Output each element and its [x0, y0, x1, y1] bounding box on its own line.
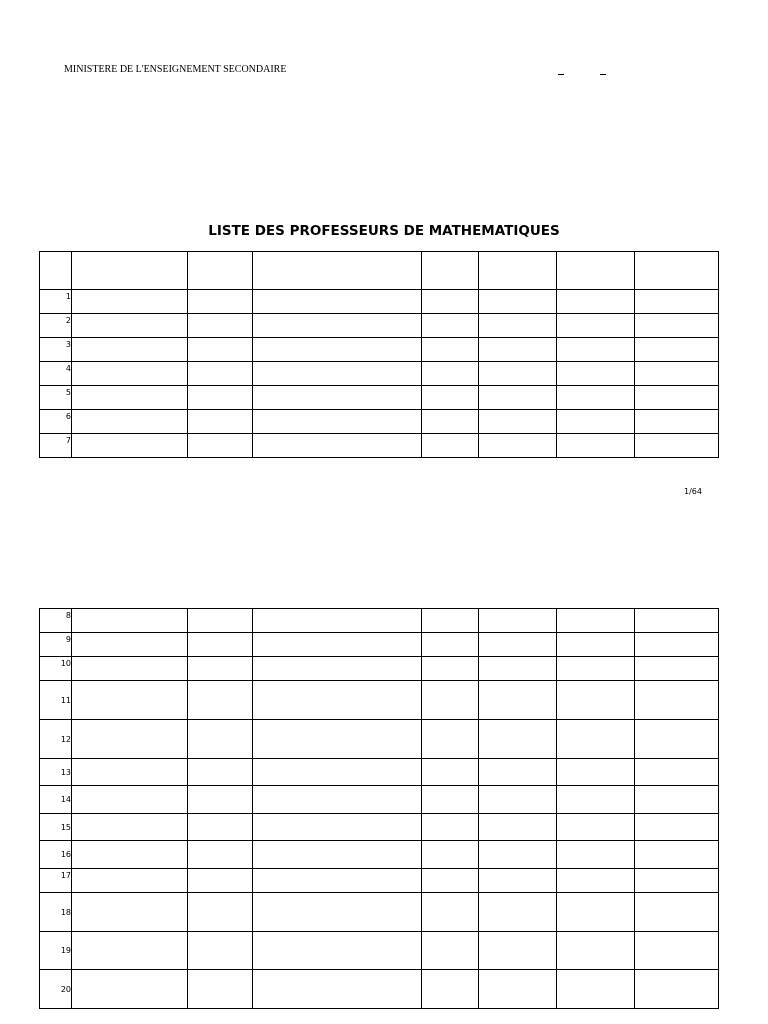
- table-cell: [635, 657, 719, 681]
- page-title: LISTE DES PROFESSEURS DE MATHEMATIQUES: [208, 223, 560, 239]
- table-cell: [253, 410, 422, 434]
- table-cell: [479, 970, 557, 1009]
- table-cell: [422, 434, 479, 458]
- row-number: 18: [40, 893, 72, 932]
- table-cell: [635, 290, 719, 314]
- table-cell: [635, 869, 719, 893]
- table-cell: [479, 681, 557, 720]
- table-cell: [479, 633, 557, 657]
- table-row: [40, 814, 719, 841]
- table-cell: [557, 932, 635, 970]
- table-cell: [188, 633, 253, 657]
- table-cell: [479, 932, 557, 970]
- table-cell: [422, 657, 479, 681]
- table-cell: [557, 386, 635, 410]
- table-cell: [188, 932, 253, 970]
- table-cell: [188, 386, 253, 410]
- table-row: [40, 410, 719, 434]
- table-cell: [422, 633, 479, 657]
- table-cell: [635, 814, 719, 841]
- table-row: [40, 786, 719, 814]
- table-cell: [635, 410, 719, 434]
- row-number: 11: [40, 681, 72, 720]
- table-cell: [72, 314, 188, 338]
- table-cell: [557, 786, 635, 814]
- table-cell: [479, 386, 557, 410]
- table-cell: [422, 759, 479, 786]
- row-number: 12: [40, 720, 72, 759]
- table-cell: [635, 609, 719, 633]
- table-cell: [72, 657, 188, 681]
- row-number: 16: [40, 841, 72, 869]
- header-cell: [422, 252, 479, 290]
- table-cell: [635, 434, 719, 458]
- table-row: [40, 681, 719, 720]
- table-cell: [253, 314, 422, 338]
- table-cell: [557, 657, 635, 681]
- table-row: [40, 893, 719, 932]
- table-cell: [188, 720, 253, 759]
- table-cell: [253, 290, 422, 314]
- table-cell: [635, 633, 719, 657]
- row-number: 14: [40, 786, 72, 814]
- table-cell: [422, 970, 479, 1009]
- table-cell: [635, 338, 719, 362]
- table-cell: [422, 869, 479, 893]
- teachers-table-1: [39, 251, 719, 458]
- table-cell: [557, 759, 635, 786]
- table-cell: [72, 362, 188, 386]
- table-cell: [635, 362, 719, 386]
- table-row: [40, 657, 719, 681]
- table-cell: [188, 290, 253, 314]
- table-cell: [557, 434, 635, 458]
- table-cell: [557, 609, 635, 633]
- table-cell: [188, 362, 253, 386]
- table-cell: [188, 609, 253, 633]
- table-cell: [72, 720, 188, 759]
- table-cell: [72, 869, 188, 893]
- table-cell: [253, 609, 422, 633]
- table-row: [40, 338, 719, 362]
- table-cell: [557, 290, 635, 314]
- table-cell: [422, 841, 479, 869]
- table-cell: [557, 970, 635, 1009]
- table-cell: [72, 681, 188, 720]
- table-cell: [72, 893, 188, 932]
- ministry-header: MINISTERE DE L'ENSEIGNEMENT SECONDAIRE: [64, 64, 287, 75]
- header-dash-right: [600, 74, 606, 75]
- table-cell: [253, 786, 422, 814]
- row-number: 20: [40, 970, 72, 1009]
- table-cell: [188, 869, 253, 893]
- table-cell: [253, 814, 422, 841]
- table-cell: [479, 314, 557, 338]
- table-cell: [253, 932, 422, 970]
- table-cell: [479, 841, 557, 869]
- header-cell: [635, 252, 719, 290]
- table-cell: [557, 841, 635, 869]
- table-cell: [635, 893, 719, 932]
- table-cell: [422, 314, 479, 338]
- table-cell: [635, 970, 719, 1009]
- table-cell: [72, 633, 188, 657]
- table-cell: [479, 362, 557, 386]
- table-cell: [422, 932, 479, 970]
- table-row: [40, 970, 719, 1009]
- teachers-table-2: [39, 608, 719, 1009]
- header-cell: [253, 252, 422, 290]
- table-cell: [557, 893, 635, 932]
- row-number: 17: [40, 869, 72, 893]
- table-cell: [72, 410, 188, 434]
- table-cell: [479, 338, 557, 362]
- row-number: 8: [40, 609, 72, 633]
- table-cell: [479, 720, 557, 759]
- row-number: 6: [40, 410, 72, 434]
- table-cell: [635, 681, 719, 720]
- row-number: 3: [40, 338, 72, 362]
- table-cell: [253, 681, 422, 720]
- table-row: [40, 633, 719, 657]
- table-cell: [72, 814, 188, 841]
- table-row: [40, 932, 719, 970]
- table-cell: [422, 609, 479, 633]
- table-cell: [479, 786, 557, 814]
- table-cell: [72, 290, 188, 314]
- table-cell: [479, 657, 557, 681]
- table-cell: [188, 657, 253, 681]
- table-cell: [635, 314, 719, 338]
- table-cell: [635, 786, 719, 814]
- table-row: [40, 314, 719, 338]
- table-row: [40, 841, 719, 869]
- table-cell: [557, 869, 635, 893]
- table-cell: [253, 657, 422, 681]
- table-row: [40, 720, 719, 759]
- row-number: 13: [40, 759, 72, 786]
- table-cell: [253, 970, 422, 1009]
- table-cell: [253, 759, 422, 786]
- table-row: [40, 290, 719, 314]
- table-cell: [72, 970, 188, 1009]
- table-cell: [72, 759, 188, 786]
- table-cell: [557, 720, 635, 759]
- header-cell: [40, 252, 72, 290]
- table-cell: [188, 410, 253, 434]
- table-cell: [557, 681, 635, 720]
- table-cell: [72, 386, 188, 410]
- table-cell: [479, 814, 557, 841]
- table-cell: [188, 786, 253, 814]
- table-cell: [422, 893, 479, 932]
- table-cell: [422, 362, 479, 386]
- table-cell: [422, 338, 479, 362]
- header-dash-left: [558, 74, 564, 75]
- table-cell: [253, 841, 422, 869]
- table-cell: [253, 720, 422, 759]
- table-cell: [188, 759, 253, 786]
- table-cell: [422, 786, 479, 814]
- table-cell: [479, 290, 557, 314]
- table-cell: [635, 759, 719, 786]
- table-cell: [479, 410, 557, 434]
- table-cell: [422, 410, 479, 434]
- table-cell: [72, 338, 188, 362]
- table-cell: [479, 434, 557, 458]
- table-cell: [635, 932, 719, 970]
- table-cell: [479, 893, 557, 932]
- table-cell: [635, 720, 719, 759]
- header-cell: [479, 252, 557, 290]
- table-cell: [422, 720, 479, 759]
- row-number: 15: [40, 814, 72, 841]
- table-cell: [188, 314, 253, 338]
- table-row: [40, 759, 719, 786]
- table-row: [40, 386, 719, 410]
- table-cell: [188, 893, 253, 932]
- row-number: 5: [40, 386, 72, 410]
- table-cell: [188, 681, 253, 720]
- table-cell: [557, 338, 635, 362]
- table-cell: [422, 290, 479, 314]
- table-cell: [72, 609, 188, 633]
- table-row: [40, 434, 719, 458]
- row-number: 4: [40, 362, 72, 386]
- table-cell: [479, 869, 557, 893]
- table-cell: [188, 841, 253, 869]
- table-cell: [557, 633, 635, 657]
- table-cell: [557, 362, 635, 386]
- table-cell: [557, 814, 635, 841]
- row-number: 19: [40, 932, 72, 970]
- table-cell: [635, 841, 719, 869]
- table-row: [40, 362, 719, 386]
- table-cell: [422, 386, 479, 410]
- table-cell: [253, 434, 422, 458]
- row-number: 7: [40, 434, 72, 458]
- table-cell: [72, 841, 188, 869]
- table-cell: [253, 386, 422, 410]
- table-row: [40, 869, 719, 893]
- table-cell: [557, 410, 635, 434]
- row-number: 9: [40, 633, 72, 657]
- table-cell: [188, 970, 253, 1009]
- table-cell: [72, 932, 188, 970]
- table-cell: [557, 314, 635, 338]
- table-row: [40, 609, 719, 633]
- row-number: 10: [40, 657, 72, 681]
- header-cell: [72, 252, 188, 290]
- page-number: 1/64: [684, 487, 702, 496]
- table-cell: [253, 362, 422, 386]
- table-cell: [188, 338, 253, 362]
- table-cell: [479, 759, 557, 786]
- table-cell: [253, 869, 422, 893]
- table-cell: [253, 338, 422, 362]
- row-number: 2: [40, 314, 72, 338]
- table-cell: [253, 893, 422, 932]
- table-cell: [188, 814, 253, 841]
- row-number: 1: [40, 290, 72, 314]
- table-cell: [72, 434, 188, 458]
- table-cell: [422, 814, 479, 841]
- table-cell: [188, 434, 253, 458]
- header-cell: [188, 252, 253, 290]
- header-cell: [557, 252, 635, 290]
- table-cell: [422, 681, 479, 720]
- table-cell: [72, 786, 188, 814]
- table-cell: [479, 609, 557, 633]
- table-cell: [253, 633, 422, 657]
- table-cell: [635, 386, 719, 410]
- table-header-row: [40, 252, 719, 290]
